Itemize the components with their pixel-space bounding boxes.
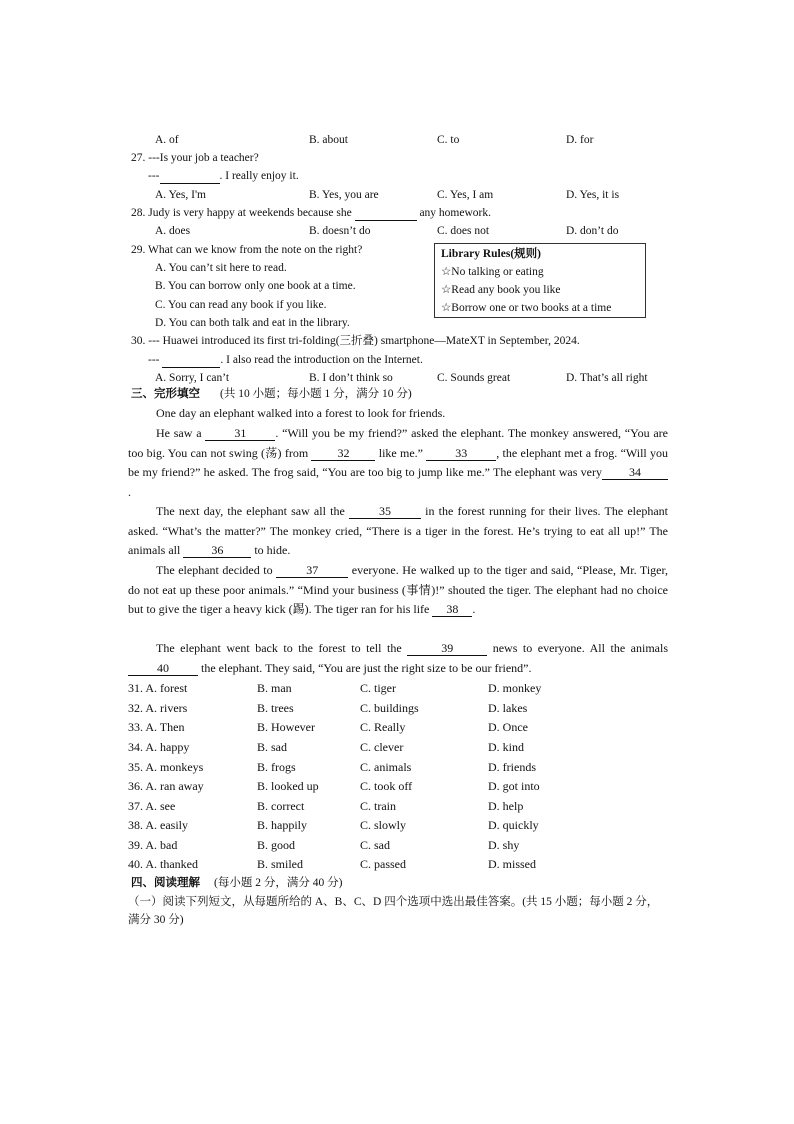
- cloze-option: D. friends: [488, 760, 536, 774]
- cloze-option: D. kind: [488, 740, 524, 754]
- cloze-option: C. clever: [360, 740, 404, 754]
- cloze-passage-p1: [128, 404, 668, 424]
- cloze-passage-p2: [128, 424, 668, 502]
- cloze-option: B. correct: [257, 799, 305, 813]
- cloze-option: B. good: [257, 838, 296, 852]
- q27-reply: [148, 169, 299, 184]
- passage-text: news to everyone. All the animals: [492, 641, 668, 655]
- passage-text: .: [472, 602, 476, 616]
- cloze-option: D. help: [488, 799, 524, 813]
- cloze-option: D. monkey: [488, 681, 542, 695]
- cloze-option: D. Once: [488, 720, 528, 734]
- cloze-option: C. tiger: [360, 681, 396, 695]
- cloze-option: 35. A. monkeys: [128, 760, 204, 774]
- cloze-option: C. sad: [360, 838, 390, 852]
- passage-text: The elephant decided to: [156, 563, 273, 577]
- q28-option-c: C. does not: [437, 225, 490, 237]
- cloze-option: 40. A. thanked: [128, 857, 198, 871]
- q28-answer-blank: [355, 207, 417, 221]
- q28-option-d: D. don’t do: [566, 225, 619, 237]
- library-rule-item: ☆Read any book you like: [441, 284, 561, 296]
- cloze-option: 34. A. happy: [128, 740, 190, 754]
- q30-answer-blank: [162, 354, 220, 368]
- q27-option-c: C. Yes, I am: [437, 189, 494, 201]
- cloze-option: 32. A. rivers: [128, 701, 188, 715]
- passage-p1-text: One day an elephant walked into a forest to look for friends.: [156, 406, 446, 420]
- section3-title: 三、完形填空: [131, 388, 200, 400]
- library-rule-item: ☆No talking or eating: [441, 266, 544, 278]
- passage-text: to hide.: [254, 543, 291, 557]
- cloze-blank-37: 37: [276, 564, 348, 578]
- section4-heading: [131, 876, 342, 890]
- cloze-option: D. quickly: [488, 818, 539, 832]
- cloze-passage-p4: [128, 561, 668, 620]
- passage-text: . “Will you be my friend?” asked the elephant. The monkey answered, “You are too big. You can not swing (荡) from: [128, 426, 668, 460]
- q29-option-b: B. You can borrow only one book at a time.: [155, 280, 356, 292]
- cloze-option: 37. A. see: [128, 799, 176, 813]
- cloze-blank-35: 35: [349, 505, 421, 519]
- cloze-option: C. took off: [360, 779, 413, 793]
- cloze-option: B. sad: [257, 740, 287, 754]
- cloze-blank-40: 40: [128, 662, 198, 676]
- q28-option-a: A. does: [155, 225, 191, 237]
- passage-text: The elephant went back to the forest to tell the: [156, 641, 402, 655]
- passage-text: like me.”: [378, 445, 423, 460]
- q26-option-a: A. of: [155, 134, 179, 146]
- q28-option-b: B. doesn’t do: [309, 225, 371, 237]
- cloze-passage-p3: [128, 502, 668, 561]
- library-rules-box: [434, 243, 646, 318]
- cloze-option: C. passed: [360, 857, 406, 871]
- cloze-option: C. animals: [360, 760, 412, 774]
- q27-answer-blank: [160, 170, 220, 184]
- cloze-blank-36: 36: [183, 544, 251, 558]
- library-rule-item: ☆Borrow one or two books at a time: [441, 302, 612, 314]
- cloze-option: B. man: [257, 681, 292, 695]
- passage-text: in the forest running for their lives. The elephant asked. “What’s the matter?” The monkey cried, “There is a tiger in the forest. He’s trying to eat all up!” The animals all: [128, 504, 668, 557]
- q28-stem: [131, 206, 491, 221]
- q27-option-d: D. Yes, it is: [566, 189, 620, 201]
- passage-text: the elephant. They said, “You are just the right size to be our friend”.: [201, 660, 532, 675]
- cloze-option: 38. A. easily: [128, 818, 188, 832]
- q29-option-a: A. You can’t sit here to read.: [155, 262, 287, 274]
- section3-heading: [131, 387, 412, 401]
- cloze-passage-p5: [128, 639, 668, 678]
- cloze-blank-33: 33: [426, 447, 496, 461]
- cloze-option: B. trees: [257, 701, 294, 715]
- q29-stem: 29. What can we know from the note on the right?: [131, 244, 363, 256]
- section4-instruction: （一）阅读下列短文，从每题所给的 A、B、C、D 四个选项中选出最佳答案。(共 15 小题；每小题 2 分，满分 30 分): [128, 896, 659, 926]
- cloze-option: C. train: [360, 799, 396, 813]
- q28-stem-a: 28. Judy is very happy at weekends because she: [131, 207, 352, 219]
- passage-text: , the elephant met a frog. “Will you be my friend?” he asked. The frog said, “You are too big to jump like me.” The elephant was very: [128, 445, 669, 479]
- cloze-blank-34: 34: [602, 466, 668, 480]
- cloze-option: D. got into: [488, 779, 540, 793]
- cloze-option: C. buildings: [360, 701, 419, 715]
- q30-option-c: C. Sounds great: [437, 372, 511, 384]
- q30-reply-prefix: ---: [148, 354, 160, 366]
- cloze-option: 31. A. forest: [128, 681, 188, 695]
- q27-stem: 27. ---Is your job a teacher?: [131, 152, 259, 164]
- passage-text: .: [128, 484, 131, 499]
- cloze-blank-31: 31: [205, 427, 275, 441]
- q29-option-c: C. You can read any book if you like.: [155, 299, 327, 311]
- cloze-blank-39: 39: [407, 642, 487, 656]
- cloze-option: C. slowly: [360, 818, 407, 832]
- cloze-option: 33. A. Then: [128, 720, 185, 734]
- q30-reply-suffix: . I also read the introduction on the Internet.: [220, 354, 423, 366]
- cloze-option: 36. A. ran away: [128, 779, 204, 793]
- cloze-option: C. Really: [360, 720, 406, 734]
- q29-option-d: D. You can both talk and eat in the library.: [155, 317, 350, 329]
- q26-option-c: C. to: [437, 134, 460, 146]
- passage-text: The next day, the elephant saw all the: [156, 504, 345, 518]
- section4-title: 四、阅读理解: [131, 877, 200, 889]
- passage-text: He saw a: [156, 426, 202, 440]
- q28-stem-b: any homework.: [419, 207, 491, 219]
- cloze-option: D. shy: [488, 838, 520, 852]
- q27-reply-suffix: . I really enjoy it.: [219, 170, 299, 182]
- q27-reply-prefix: ---: [148, 170, 160, 182]
- section3-note: (共 10 小题；每小题 1 分，满分 10 分): [220, 388, 412, 400]
- q30-option-d: D. That’s all right: [566, 372, 648, 384]
- q27-option-b: B. Yes, you are: [309, 189, 379, 201]
- q26-option-d: D. for: [566, 134, 594, 146]
- cloze-option: B. happily: [257, 818, 307, 832]
- cloze-blank-38: 38: [432, 603, 472, 617]
- q30-option-a: A. Sorry, I can’t: [155, 372, 230, 384]
- cloze-option: 39. A. bad: [128, 838, 178, 852]
- cloze-option: B. looked up: [257, 779, 319, 793]
- cloze-option: D. lakes: [488, 701, 528, 715]
- cloze-option: B. smiled: [257, 857, 304, 871]
- cloze-option: B. However: [257, 720, 315, 734]
- q26-option-b: B. about: [309, 134, 348, 146]
- q30-reply: [148, 353, 423, 368]
- passage-text: everyone. He walked up to the tiger and said, “Please, Mr. Tiger, do not eat up these poor animals.” “Mind your business (事情)!” shouted the tiger. The elephant had no choice but to give the tiger a heavy kick (踢). The tiger ran for his life: [128, 563, 668, 616]
- q30-stem: 30. --- Huawei introduced its first tri-folding(三折叠) smartphone—MateXT in September, 2024.: [131, 335, 580, 347]
- cloze-option: D. missed: [488, 857, 536, 871]
- cloze-option: B. frogs: [257, 760, 296, 774]
- q27-option-a: A. Yes, I'm: [155, 189, 206, 201]
- library-rules-title: Library Rules(规则): [441, 248, 541, 260]
- cloze-blank-32: 32: [311, 447, 375, 461]
- section4-note: (每小题 2 分，满分 40 分): [214, 877, 343, 889]
- q30-option-b: B. I don’t think so: [309, 372, 393, 384]
